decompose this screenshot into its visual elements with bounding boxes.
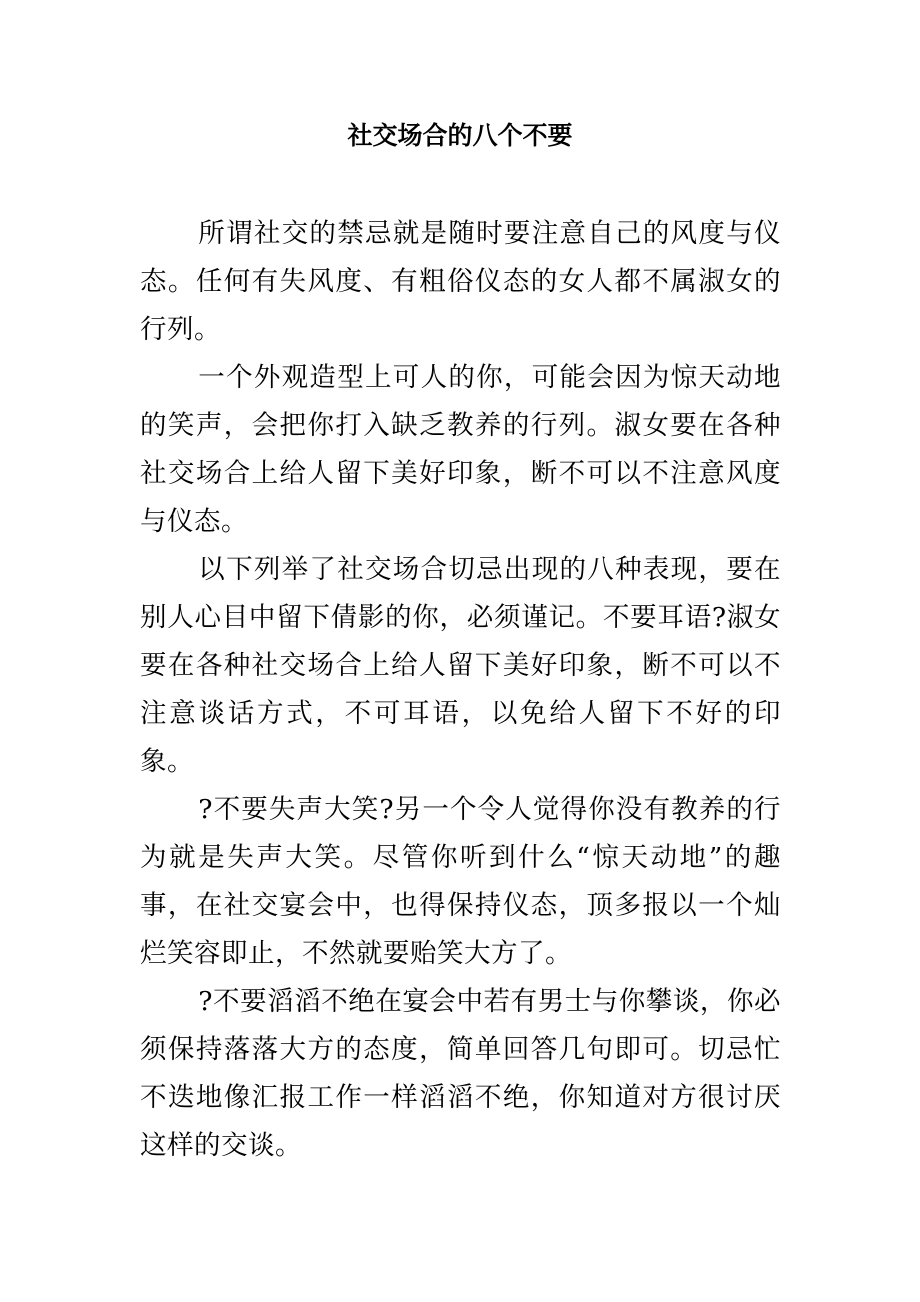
document-body [140, 210, 781, 1170]
paragraph-5: ?不要滔滔不绝在宴会中若有男士与你攀谈，你必须保持落落大方的态度，简单回答几句即可。切忌忙不迭地像汇报工作一样滔滔不绝，你知道对方很讨厌这样的交谈。 [140, 986, 781, 1161]
document-title: 社交场合的八个不要 [347, 121, 573, 150]
paragraph-1: 所谓社交的禁忌就是随时要注意自己的风度与仪态。任何有失风度、有粗俗仪态的女人都不属淑女的行列。 [140, 218, 781, 345]
paragraph-2: 一个外观造型上可人的你，可能会因为惊天动地的笑声，会把你打入缺乏教养的行列。淑女要在各种社交场合上给人留下美好印象，断不可以不注意风度与仪态。 [140, 362, 781, 537]
paragraph-4: ?不要失声大笑?另一个令人觉得你没有教养的行为就是失声大笑。尽管你听到什么“惊天动地”的趣事，在社交宴会中，也得保持仪态，顶多报以一个灿烂笑容即止，不然就要贻笑大方了。 [140, 794, 781, 969]
paragraph-3: 以下列举了社交场合切忌出现的八种表现，要在别人心目中留下倩影的你，必须谨记。不要耳语?淑女要在各种社交场合上给人留下美好印象，断不可以不注意谈话方式，不可耳语，以免给人留下不好的印象。 [140, 554, 781, 777]
